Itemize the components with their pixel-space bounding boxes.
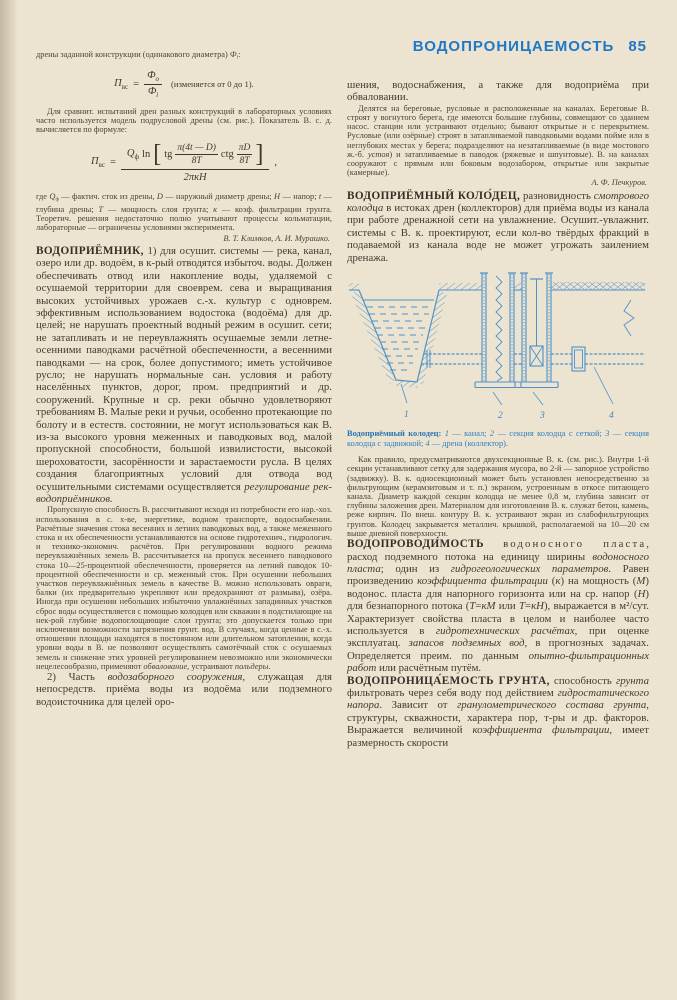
- paragraph-drain-intro: [36, 50, 332, 63]
- text-segment: — фактич. сток из дрены,: [58, 192, 157, 202]
- well-section-valve: [515, 273, 558, 388]
- figure-water-intake-well: [347, 270, 649, 427]
- text-segment: , устраивают: [187, 661, 235, 671]
- text-segment: грунта: [616, 674, 649, 687]
- entry-vodoprovodimost: [347, 538, 649, 674]
- text-segment: к: [555, 575, 561, 588]
- text-segment: — наружный диаметр дрены;: [162, 192, 275, 202]
- text-segment: 2) Часть: [47, 671, 108, 684]
- text-segment: дрены заданной конструкции (одинакового диаметра): [36, 50, 230, 59]
- text-segment: ВОДОПРОВОДИ́МОСТЬ: [347, 538, 484, 551]
- paragraph-types: [347, 104, 649, 178]
- well-section-mesh: [475, 273, 521, 388]
- text-segment: смотрового колодца: [347, 189, 649, 215]
- text-segment: ; один из: [380, 562, 451, 575]
- text-segment: обвалование: [143, 661, 188, 671]
- break-mark: [624, 300, 634, 336]
- text-segment: в истоках дрен (коллекторов) для приёма воды из канала при работе дренажной сети на увлажнение. Осушит.-увлажнит. системы с В. к. проектируют, если кол-во твёрдых фракций в подаваемой из канала воде не может угрожать заилением дренажа.: [347, 202, 649, 264]
- formula-lhs: $П_{вс}$: [114, 77, 129, 91]
- big-fraction: $Q_ф$ ln [ tg π(4t — D) 8T ctg πD 8T ] 2πкН: [121, 143, 269, 184]
- paragraph-part2: [36, 671, 332, 708]
- gate-valve: [530, 279, 543, 366]
- text-segment: шения, водоснабжения, а также для водоприёма при обваловании.: [347, 79, 649, 104]
- text-segment: где: [36, 192, 50, 202]
- text-segment: 1: [444, 429, 449, 439]
- text-segment: регулирование рек-водоприёмников.: [36, 480, 332, 506]
- formula-note: (изменяется от 0 до 1).: [171, 79, 254, 90]
- page-number: 85: [628, 38, 647, 55]
- text-segment: Водоприёмный колодец:: [347, 429, 445, 439]
- text-segment: гидростатического напора: [347, 686, 649, 712]
- figure-label-3: 3: [540, 411, 545, 422]
- equals-sign: =: [109, 157, 116, 169]
- canal: [351, 290, 447, 388]
- text-segment: разновидность: [520, 189, 594, 202]
- text-segment: ) водонос. пласта для напорного горизонта или на ср. напор (: [347, 575, 649, 600]
- text-segment: В. Т. Климков, А. И. Мурашко.: [223, 233, 330, 243]
- text-segment: ВОДОПРИЁМНИК,: [36, 244, 144, 257]
- leader-lines: [401, 367, 613, 405]
- entry-vodopriemny-kolodec: [347, 190, 649, 264]
- text-segment: опытно-фильтрационных работ: [347, 649, 649, 675]
- text-segment: ), выражается в м²/сут. Характеризует свойства пласта в целом и наиболее часто используется в: [347, 600, 649, 637]
- text-segment: или расчётным путём.: [376, 662, 482, 675]
- text-segment: Т: [518, 600, 525, 613]
- drain-pipe: [585, 354, 645, 364]
- author-signature: [347, 178, 647, 187]
- text-segment: коэффициента фильтрации: [417, 575, 548, 588]
- formula-tail: ,: [274, 157, 277, 169]
- entry-vodopriemnik: [36, 245, 332, 506]
- text-segment: А. Ф. Печкуров.: [591, 178, 647, 188]
- text-segment: — секция колодца с задвижкой;: [347, 429, 649, 448]
- text-segment: — мощность слоя грунта;: [103, 205, 214, 215]
- text-segment: ) на мощность (: [560, 575, 637, 588]
- text-segment: Делятся на береговые, русловые и расположенные на каналах. Береговые В. строят у вогнутого берега, где имеются большие глубины, совмещают со зданием насос. станции или устраивают отдельно; бывают открытые и с перекрытием. Русловые (или озёрные) строят в затапливаемой паводковыми водами пойме или в неглубоких местах у берега; подразделяют на незатапливаемые (в виде мостового ж.-б.: [347, 103, 649, 159]
- text-segment: кМ: [481, 600, 496, 613]
- column-left: [36, 50, 332, 708]
- text-segment: , расход подземного потока на единицу ширины: [347, 538, 649, 563]
- text-segment: гранулометрического состава грунта: [457, 699, 647, 712]
- column-right: [347, 36, 649, 749]
- fraction: $\frac{Ф_о}{Ф_i}$: [144, 70, 162, 99]
- text-segment: Н: [637, 587, 646, 600]
- text-segment: — дрена (коллектор).: [429, 438, 509, 448]
- text-segment: . Равен произведению: [347, 562, 649, 588]
- text-segment: — канал;: [448, 429, 490, 439]
- figure-label-1: 1: [404, 410, 409, 421]
- paragraph-capacity: [36, 505, 332, 671]
- running-head-title: ВОДОПРОНИЦАЕМОСТЬ: [412, 38, 615, 55]
- figure-caption: [347, 429, 649, 448]
- page-edge-shadow: [0, 0, 18, 1000]
- text-segment: 1) для осушит. системы — река, канал, озеро или др. водоём, в к-рый отводятся избыточ. воды. Должен обеспечивать отвод или накопление воды, удаляемой с осушаемой территории для своеврем. сева и выращивания высоких устойчивых урожаев с.-х. культур с одноврем. эффективным использованием водостока (водоёма) для др. целей; не нарушать проектный водный режим в осушит. сети; не затапливать и не переувлажнять осушаемые земли летне-осенними паводками расчётной обеспеченности, а весенними паводками — на срок, более допустимого; иметь устойчивое русло; не нарушать нормальные сан. условия и работу населённых пунктов, дорог, пром. предприятий и др. сооружений. Крупные и ср. реки обычно удовлетворяют требованиям В. Малые реки и ручьи, особенно протекающие по болоту и в естеств. состоянии, не могут использоваться как В. из-за высокого уровня меженных и паводковых вод, малой пропускной способности, большой извилистости, высокой шероховатости, засорённости и зарастаемости русла. В целях создания благоприятных условий для отвода вод осушительными системами осуществляется: [36, 244, 332, 493]
- text-segment: Пропускную способность В. рассчитывают исходя из потребности его нар.-хоз. использования в с. х-ве, энергетике, водном транспорте, водоснабжении. Расчётные значения стока весенних и летних паводковых вод, а также меженного стока и их обеспеченности устанавливаются на основе гидротехнич., гидрологич. и технико-экономич. расчётов. При регулировании водного режима переувлажнённых земель В. рассчитывается на пропуск весеннего паводкового стока 10—25-процентной обеспеченности, проверяется на летний паводок 10-процентной обеспеченности и ср. меженный сток. При осушении небольших участков переувлажнённых земель в качестве В. можно использовать овраги, балки (их предварительно укрепляют или предохраняют от размыва), озёра. Иногда при осушении небольших избыточно увлажнённых западинных участков сброс воды осуществляется с помощью колодцев или скважин в подстилающие на нек-рой глубине водопоглощающие слои грунта; это допускается только при исключении возможности загрязнения грунт. вод. В случаях, когда ценные в с.-х. отношении площади находятся в постоянном или длительном затоплении, когда уровни воды в В. не позволяют осуществлять самотёчный сток с осушаемых земель и снижение этих уровней регулированием невозможно или экономически нецелесообразно, применяют: [36, 505, 332, 671]
- formula-pvs-full: [36, 140, 332, 184]
- text-segment: ) и затапливаемые в паводок (ряжевые и шпунтовые). В. на каналах сооружают с прямым или боковым водозабором, открытые или закрытые (камерные).: [347, 149, 649, 178]
- text-segment: , при оценке эксплуатац.: [347, 624, 650, 650]
- text-segment: водоносного пласта: [347, 550, 649, 575]
- figure-label-2: 2: [498, 411, 503, 422]
- paragraph-two-sections: [347, 455, 649, 538]
- text-segment: Q: [49, 192, 56, 202]
- text-segment: М: [636, 575, 646, 588]
- text-segment: к: [213, 205, 218, 215]
- text-segment: водоносного пласта: [483, 538, 647, 551]
- text-segment: 2: [489, 429, 495, 439]
- text-segment: кН: [531, 600, 544, 613]
- text-segment: Т: [469, 600, 476, 613]
- text-segment: ) для безнапорного потока (: [347, 587, 649, 613]
- text-segment: гидрогеологических параметров: [450, 562, 609, 575]
- paragraph-compare-tests: [36, 107, 332, 135]
- authors-signature: [36, 234, 330, 243]
- text-segment: — коэф. фильтрации грунта. Теоретич. решения недостаточно полно учитывают процессы кольматации, лабораторные — ограничены условиями эксперимента.: [36, 205, 332, 233]
- text-segment: t: [318, 192, 322, 202]
- text-segment: — напор;: [280, 192, 319, 202]
- paragraph-symbol-legend: [36, 192, 332, 232]
- text-segment: , имеет размерность скорости: [347, 724, 650, 749]
- text-segment: i: [236, 54, 239, 61]
- formula-pvs-ratio: [36, 70, 332, 99]
- text-segment: гидротехнических расчётах: [435, 624, 575, 637]
- entry-vodopronicaemost-grunta: [347, 675, 649, 749]
- text-segment: .: [268, 661, 271, 671]
- text-segment: ВОДОПРИЁМНЫЙ КОЛО́ДЕЦ,: [347, 189, 521, 202]
- text-segment: , в прогнозных задачах. Определяется преим. по данным: [347, 637, 649, 662]
- text-segment: =: [475, 600, 482, 613]
- text-segment: =: [524, 600, 532, 613]
- text-segment: Для сравнит. испытаний дрен разных конструкций в лабораторных условиях часто используется модель подрусловой дрены (см. рис.). Показатель В. с. д. вычисляется по формуле:: [36, 106, 332, 135]
- formula-lhs: $П_{вс}$: [91, 156, 105, 170]
- pipe-coupling: [572, 347, 585, 371]
- text-segment: Н: [274, 192, 281, 202]
- text-segment: устоя: [367, 149, 390, 159]
- text-segment: D: [156, 192, 163, 202]
- text-segment: , служащая для непосредств. приёма воды из водоёма или подземного водоисточника для целей оро-: [36, 671, 332, 708]
- text-segment: коэффициента фильтрации: [472, 724, 610, 737]
- text-segment: — секция колодца с сеткой;: [494, 429, 606, 439]
- text-segment: :: [238, 50, 241, 59]
- text-segment: (: [547, 575, 556, 588]
- paragraph-continuation: [347, 79, 649, 104]
- text-segment: . Зависит от: [379, 699, 458, 712]
- text-segment: 4: [425, 438, 430, 448]
- text-segment: , структуры, скважности, характера пор, т-ры и др. факторов. Выражается величиной: [347, 699, 649, 737]
- text-segment: запасов подземных вод: [408, 637, 525, 650]
- text-segment: или: [495, 600, 519, 613]
- equals-sign: =: [133, 78, 140, 90]
- figure-label-4: 4: [609, 411, 614, 422]
- text-segment: польдеры: [234, 661, 269, 671]
- text-segment: Ф: [229, 50, 237, 59]
- text-segment: Как правило, предусматриваются двухсекционные В. к. (см. рис.). Внутри 1-й секции устанавливают сетку для задержания мусора, во 2-й — запорное устройство (задвижку). В. к. односекционный может быть установлен непосредственно за фильтрующим (керамзитовым и т. п.) экраном, устроенным в откосе питающего канала. Диаметр каждой секции колодца не менее 0,8 м, глубина зависит от глубины заложения дрен. Материалом для изготовления В. к. служат бетон, камень, реже кирпич. По внеш. контуру В. к. устраивают экран из слабофильтрующих грунтов. Колодец закрывается металлич. крышкой, располагаемой на 10—20 см выше дневной поверхности.: [347, 455, 649, 538]
- text-segment: Т: [98, 205, 104, 215]
- well-diagram: [347, 270, 649, 422]
- text-segment: ф: [55, 196, 59, 203]
- text-segment: способность: [549, 674, 617, 687]
- text-segment: — глубина дрены;: [36, 192, 333, 215]
- text-segment: фильтровать через себя воду под действием: [347, 686, 558, 699]
- text-segment: ВОДОПРОНИЦА́ЕМОСТЬ ГРУНТА,: [347, 674, 550, 687]
- text-segment: 3: [605, 429, 610, 439]
- running-head: [347, 38, 647, 55]
- text-segment: водозаборного сооружения: [107, 671, 243, 684]
- mesh-screen: [496, 276, 502, 381]
